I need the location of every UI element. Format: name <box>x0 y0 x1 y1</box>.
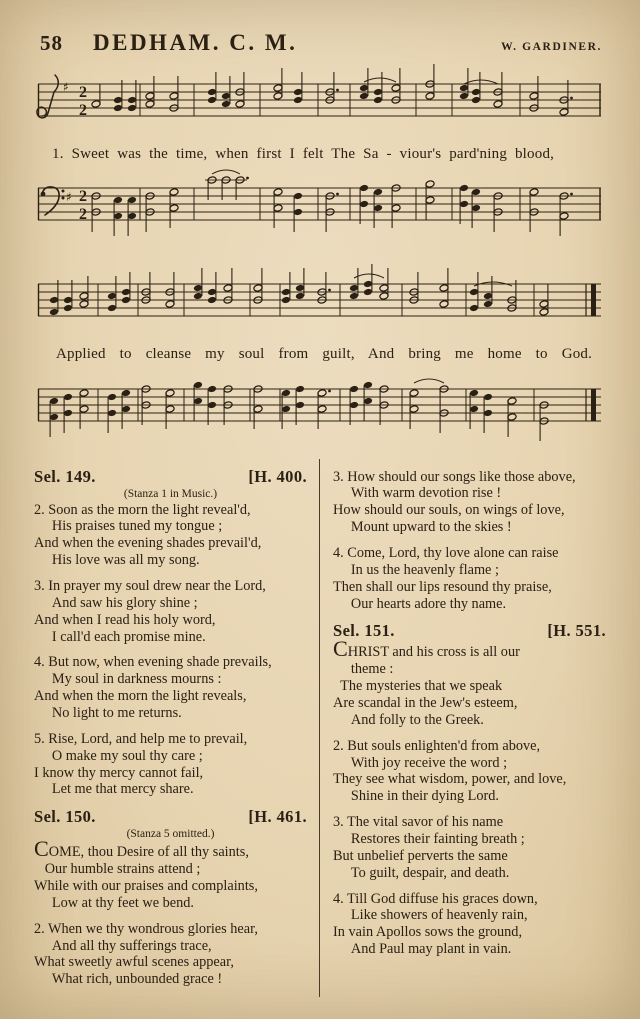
svg-text:2: 2 <box>79 84 87 101</box>
stanza-line: What rich, unbounded grace ! <box>34 971 223 988</box>
stanza-line: In vain Apollos sows the ground, <box>333 924 523 941</box>
stanza-line: I know thy mercy cannot fail, <box>34 764 204 781</box>
stanza-line: They see what wisdom, power, and love, <box>333 771 567 788</box>
stanza-line: Then shall our lips resound thy praise, <box>333 578 552 595</box>
page-number: 58 <box>40 31 63 55</box>
stanza-line: And folly to the Greek. <box>333 711 484 728</box>
stanza-line: In us the heavenly flame ; <box>333 561 499 578</box>
stanza <box>34 654 307 721</box>
stanza-line: While with our praises and complaints, <box>34 877 258 894</box>
stanza-line: And when the morn the light reveals, <box>34 688 247 705</box>
stanza-line: 4. But now, when evening shade prevails, <box>34 654 272 671</box>
hymn-reference: [H. 400. <box>248 466 307 486</box>
stanza-line: Our hearts adore thy name. <box>333 595 507 612</box>
stanza <box>34 578 307 645</box>
stanza-line: And all thy sufferings trace, <box>34 937 212 954</box>
stanza <box>34 921 307 988</box>
stanza-line: And when the evening shades prevail'd, <box>34 535 262 552</box>
svg-text:2: 2 <box>79 102 87 119</box>
svg-text:♯: ♯ <box>63 80 69 94</box>
stanza-line: 3. The vital savor of his name <box>333 814 504 831</box>
bass-staff-system-1 <box>34 164 606 248</box>
stanza-line: 2. But souls enlighten'd from above, <box>333 737 541 754</box>
stanza-line: 2. When we thy wondrous glories hear, <box>34 920 258 937</box>
stanza-line: With joy receive the word ; <box>333 754 508 771</box>
stanza-line: How should our souls, on wings of love, <box>333 502 565 519</box>
stanza-line: Low at thy feet we bend. <box>34 894 194 911</box>
stanza-line: CHRIST and his cross is all our <box>333 636 520 662</box>
hymn-reference: [H. 461. <box>248 807 307 827</box>
svg-text:2: 2 <box>79 206 87 224</box>
stanza <box>333 636 606 728</box>
stanza-line: But unbelief perverts the same <box>333 847 508 864</box>
lyric-line-1: 1. Sweet was the time, when first I felt The Sa - viour's pard'ning blood, <box>52 146 555 162</box>
stanza <box>34 731 307 798</box>
stanza-line: And Paul may plant in vain. <box>333 941 512 958</box>
stanza-line: No light to me returns. <box>34 704 182 721</box>
right-column <box>320 459 606 998</box>
stanza-line: Mount upward to the skies ! <box>333 519 512 536</box>
stanza <box>333 738 606 805</box>
stanza-line: Restores their fainting breath ; <box>333 830 525 847</box>
hymn-text-columns <box>0 449 640 998</box>
stanza-line: theme : <box>333 661 394 678</box>
lyric-line-2: Applied to cleanse my soul from guilt, And bring me home to God. <box>56 346 593 363</box>
stanza <box>34 836 307 911</box>
stanza <box>333 891 606 958</box>
selection-heading-151 <box>333 621 606 641</box>
left-column <box>34 459 319 998</box>
music-notation <box>0 58 640 449</box>
stanza-line: What sweetly awful scenes appear, <box>34 954 234 971</box>
hymn-reference: [H. 551. <box>547 621 606 641</box>
selection-number: Sel. 151. <box>333 621 395 641</box>
stanza-line: 5. Rise, Lord, and help me to prevail, <box>34 730 248 747</box>
stanza-line: 4. Till God diffuse his graces down, <box>333 890 538 907</box>
stanza-line: My soul in darkness mourns : <box>34 671 222 688</box>
stanza-line: To guilt, despair, and death. <box>333 864 510 881</box>
stanza-line: O make my soul thy care ; <box>34 747 203 764</box>
page-header <box>0 0 640 58</box>
stanza-line: Shine in their dying Lord. <box>333 788 499 805</box>
page-title: DEDHAM. C. M. <box>93 30 298 55</box>
stanza-line: Our humble strains attend ; <box>34 861 201 878</box>
stanza <box>333 469 606 536</box>
stanza-line: I call'd each promise mine. <box>34 628 206 645</box>
stanza-line: And saw his glory shine ; <box>34 594 198 611</box>
stanza-line: 3. In prayer my soul drew near the Lord, <box>34 577 266 594</box>
selection-number: Sel. 150. <box>34 807 96 827</box>
stanza-line: 2. Soon as the morn the light reveal'd, <box>34 501 251 518</box>
composer-credit: W. GARDINER. <box>501 41 602 53</box>
stanza-line: His love was all my song. <box>34 552 200 569</box>
svg-text:2: 2 <box>79 188 87 206</box>
stanza-line: Like showers of heavenly rain, <box>333 907 528 924</box>
stanza <box>333 814 606 881</box>
svg-text:♯: ♯ <box>66 190 72 205</box>
stanza-line: With warm devotion rise ! <box>333 485 502 502</box>
stanza <box>333 545 606 612</box>
stanza-line: 3. How should our songs like those above, <box>333 468 576 485</box>
bass-staff-system-2 <box>34 365 606 449</box>
stanza-line: And when I read his holy word, <box>34 611 216 628</box>
stanza <box>34 502 307 569</box>
stanza-note: (Stanza 1 in Music.) <box>123 487 218 500</box>
selection-number: Sel. 149. <box>34 466 96 486</box>
stanza-line: The mysteries that we speak <box>333 678 503 695</box>
stanza-line: Let me that mercy share. <box>34 781 194 798</box>
stanza-line: His praises tuned my tongue ; <box>34 518 223 535</box>
selection-heading-149 <box>34 467 307 487</box>
selection-heading-150 <box>34 807 307 827</box>
treble-staff-system-1 <box>34 60 606 144</box>
stanza-line: Are scandal in the Jew's esteem, <box>333 694 518 711</box>
stanza-note: (Stanza 5 omitted.) <box>126 828 215 841</box>
treble-staff-system-2 <box>34 260 606 344</box>
stanza-line: 4. Come, Lord, thy love alone can raise <box>333 544 559 561</box>
stanza-line: COME, thou Desire of all thy saints, <box>34 836 249 862</box>
